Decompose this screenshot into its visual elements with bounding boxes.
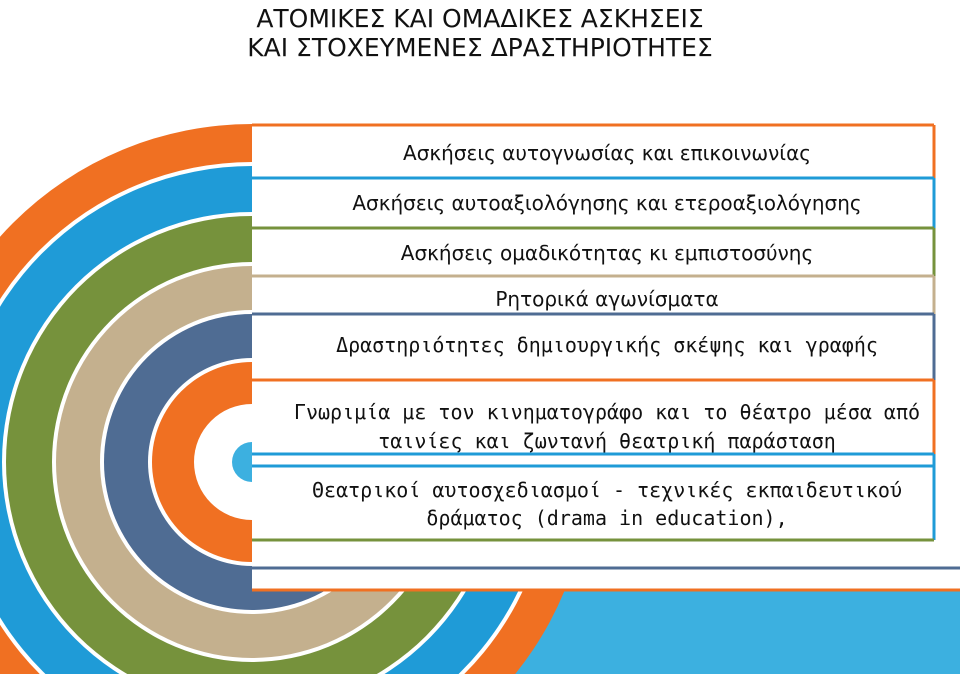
activity-item-6-line-2: ταινίες και ζωντανή θεατρική παράσταση <box>378 429 836 453</box>
activity-item-7-line-1: Θεατρικοί αυτοσχεδιασμοί - τεχνικές εκπαιδευτικού <box>311 478 902 502</box>
activity-item-5: Δραστηριότητες δημιουργικής σκέψης και γραφής <box>336 333 878 357</box>
activity-item-4: Ρητορικά αγωνίσματα <box>495 287 719 311</box>
activity-item-2: Ασκήσεις αυτοαξιολόγησης και ετεροαξιολόγησης <box>352 191 862 215</box>
title-line-2: ΚΑΙ ΣΤΟΧΕΥΜΕΝΕΣ ΔΡΑΣΤΗΡΙΟΤΗΤΕΣ <box>247 33 713 62</box>
title-line-1: ΑΤΟΜΙΚΕΣ ΚΑΙ ΟΜΑΔΙΚΕΣ ΑΣΚΗΣΕΙΣ <box>256 4 704 33</box>
activity-item-7-line-2: δράματος (drama in education), <box>426 506 788 530</box>
activity-item-3: Ασκήσεις ομαδικότητας κι εμπιστοσύνης <box>400 241 814 265</box>
activity-item-1: Ασκήσεις αυτογνωσίας και επικοινωνίας <box>403 141 811 165</box>
activity-item-6-line-1: Γνωριμία με τον κινηματογράφο και το θέατρο μέσα από <box>293 400 921 424</box>
